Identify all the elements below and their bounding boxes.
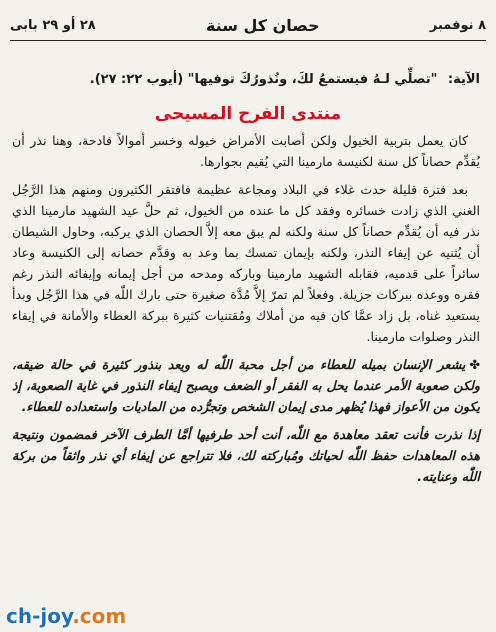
forum-banner: منتدى الفرح المسيحى — [154, 104, 342, 124]
verse-label: الآية: — [447, 72, 480, 87]
story-body — [12, 130, 480, 494]
header-coptic-date: ٢٨ أو ٢٩ بابى — [10, 17, 96, 33]
watermark-main: ch-joy — [6, 604, 73, 628]
page-title: حصان كل سنة — [205, 15, 320, 35]
header-date: ٨ نوفمبر — [429, 17, 486, 33]
story-paragraph: بعد فترة قليلة حدث غلاء في البلاد ومجاعة عظيمة فافتقر الكثيرون ومنهم هذا الرَّجُل الغني الذي زادت خسائره وفقد كل ما عنده من الخيول، ثم حلَّ عيد الشهيد مارمينا الذي نذر فيه أن يُقدِّم حصاناً كل سنة ولكنه لم يبق معه إلاَّ الحصان الذي يركبه، وحاول الشيطان أن يُثنيه عن إيفاء النذر، ولكنه بإيمان تمسك بما وعد به وقدَّم حصانه إلى الكنيسة وعاد سائراً على قدميه، فقابله الشهيد مارمينا وباركه ومدحه من أجل إيمانه وإيفائه النذر رغم فقره ووعده ببركات جزيلة. وفعلاً لم تمرّ إلاَّ مُدَّة صغيرة حتى بارك اللّٰه في هذا الرَّجُل وبدأ يستعيد غناه، بل زاد عمَّا كان فيه من أملاك ومُقتنيات كثيرة ببركة العطاء والأمانة في إيفاء النذر وصلوات مارمينا. — [12, 182, 480, 344]
reflection-text: يشعر الإنسان بميله للعطاء من أجل محبة اللّٰه له ويعد بنذور كثيرة في حالة ضيقه، ولكن صعوبة الأمر عندما يحل به الفقر أو الضعف ويصبح إيفاء النذور في غاية الصعوبة، إذ يكون من الأعواز فهذا يُظهر مدى إيمان الشخص وتجرُّده من الماديات واستعداده للعطاء. — [12, 357, 480, 414]
story-paragraph: كان يعمل بتربية الخيول ولكن أصابت الأمراض خيوله وخسر أموالاً فادحة، وهنا نذر أن يُقدِّم حصاناً كل سنة لكنيسة مارمينا التي يُقيم بجوارها. — [12, 133, 480, 169]
verse-text: "تصلِّي لـهُ فيستمعُ لكَ، ونُذورُكَ توفيها" (أيوب ٢٢: ٢٧). — [89, 72, 438, 87]
watermark-suffix: .com — [72, 604, 127, 628]
verse-block — [10, 70, 480, 90]
reflection-paragraph — [12, 354, 480, 417]
reflection-paragraph: إذا نذرت فأنت تعقد معاهدة مع اللّٰه، أنت أحد طرفيها أمَّا الطرف الآخر فمضمون ونتيجة هذه المعاهدات حفظ اللّٰه لحياتك ومُباركته لك، فلا تتراجع عن إيفاء أي نذر واثقاً من بركة اللّٰه وعنايته. — [12, 427, 480, 484]
header-rule — [10, 40, 486, 41]
page-header — [10, 14, 486, 36]
bullet-icon: ✤ — [469, 357, 480, 372]
site-watermark — [6, 604, 126, 628]
